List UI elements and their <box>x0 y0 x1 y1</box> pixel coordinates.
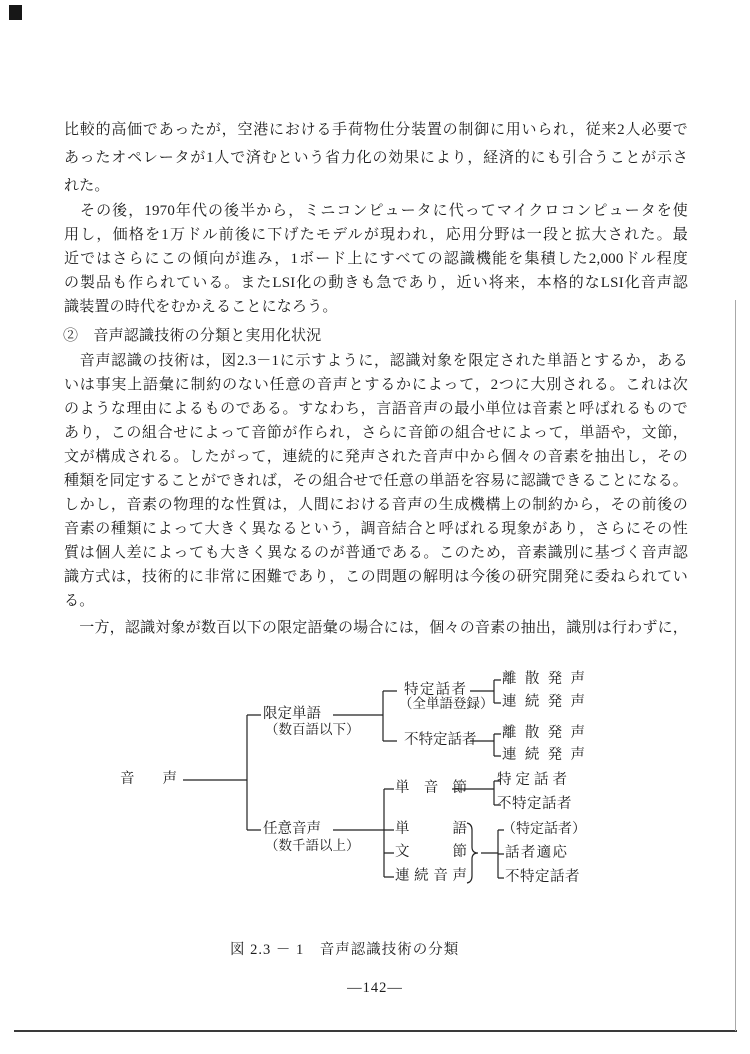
body-line: 識方式は，技術的に非常に困難であり，この問題の解明は今後の研究開発に委ねられてい <box>64 569 688 585</box>
body-line: 用し，価格を1万ドル前後に下げたモデルが現われ，応用分野は一段と拡大された。最 <box>64 227 688 243</box>
node-root-speech: 音声 <box>120 771 177 787</box>
body-line: 音声認識の技術は，図2.3－1に示すように，認識対象を限定された単語とするか，ある <box>64 353 688 369</box>
body-line: その後，1970年代の後半から，ミニコンピュータに代ってマイクロコンピュータを使 <box>64 203 688 219</box>
node-arbitrary-speech-sub: （数千語以上） <box>265 838 360 853</box>
node-discrete-utterance: 離散発声 <box>502 671 585 687</box>
node-continuous-utterance: 連続発声 <box>502 747 585 763</box>
node-continuous-utterance: 連続発声 <box>502 694 585 710</box>
node-limited-words: 限定単語 <box>263 706 321 722</box>
body-line: 音素の種類によって大きく異なるという，調音結合と呼ばれる現象があり，さらにその性 <box>64 521 688 537</box>
node-arbitrary-speech: 任意音声 <box>263 821 321 837</box>
node-speaker-adaptive: 話者適応 <box>505 845 567 861</box>
node-discrete-utterance: 離散発声 <box>502 725 585 741</box>
section-heading: ② 音声認識技術の分類と実用化状況 <box>63 328 322 344</box>
body-line: 質は個人差によっても大きく異なるのが普通である。このため，音素識別に基づく音声認 <box>64 545 688 561</box>
node-specific-speaker-sub: （全単語登録） <box>399 696 494 711</box>
node-specific-speaker: 特定話者 <box>404 682 466 698</box>
tree-root-lines <box>183 715 261 830</box>
figure-caption: 図 2.3 － 1 音声認識技術の分類 <box>230 942 460 958</box>
page-number: —142— <box>347 980 403 996</box>
body-line: の製品も作られている。またLSI化の動きも急であり，近い将来，本格的なLSI化音声認 <box>64 275 688 291</box>
node-limited-words-sub: （数百語以下） <box>265 722 360 737</box>
node-nonspecific-speaker: 不特定話者 <box>404 732 477 748</box>
body-line: る。 <box>64 593 95 609</box>
body-line: 識装置の時代をむかえることになろう。 <box>64 299 338 315</box>
body-line: 一方，認識対象が数百以下の限定語彙の場合には，個々の音素の抽出，識別は行わずに， <box>64 620 688 636</box>
body-line: のような理由によるものである。すなわち，言語音声の最小単位は音素と呼ばれるもので <box>64 401 688 417</box>
body-line: 種類を同定することができれば，その組合せで任意の単語を容易に認識できることになる。 <box>64 473 688 489</box>
node-word: 単語 <box>395 821 467 837</box>
node-nonspecific-speaker: 不特定話者 <box>497 796 572 812</box>
body-line: あり，この組合せによって音節が作られ，さらに音節の組合せによって，単語や，文節， <box>64 425 688 441</box>
node-specific-speaker: 特定話者 <box>497 772 567 788</box>
body-line: れた。 <box>64 178 110 194</box>
body-line: いは事実上語彙に制約のない任意の音声とするかによって，2つに大別される。これは次 <box>64 377 688 393</box>
body-line: 近ではさらにこの傾向が進み，1ボード上にすべての認識機能を集積した2,000ドル程度 <box>64 251 688 267</box>
node-specific-speaker-paren: （特定話者） <box>502 822 586 837</box>
body-line: 比較的高価であったが，空港における手荷物仕分装置の制御に用いられ，従来2人必要で <box>64 122 688 138</box>
node-clause: 文節 <box>395 844 467 860</box>
tree-brace <box>467 823 478 883</box>
node-continuous-speech: 連続音声 <box>395 868 467 884</box>
node-monosyllable: 単音節 <box>395 780 467 796</box>
body-line: 文が構成される。したがって，連続的に発声された音声中から個々の音素を抽出し，その <box>64 449 688 465</box>
node-nonspecific-speaker: 不特定話者 <box>505 869 580 885</box>
body-line: しかし，音素の物理的な性質は，人間における音声の生成機構上の制約から，その前後の <box>64 497 688 513</box>
body-line: あったオペレータが1人で済むという省力化の効果により，経済的にも引合うことが示さ <box>64 150 688 166</box>
